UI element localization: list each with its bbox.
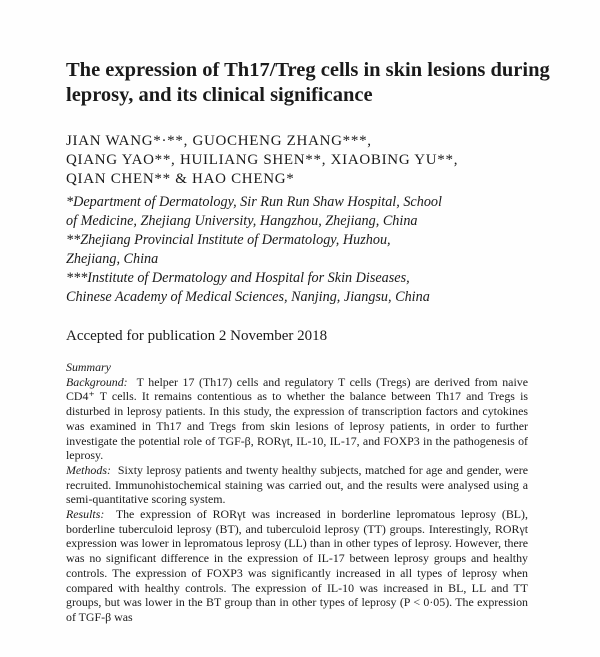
affiliation-line: **Zhejiang Provincial Institute of Dermatology, Huzhou, bbox=[66, 232, 391, 248]
paper-title: The expression of Th17/Treg cells in skin lesions during leprosy, and its clinical significance bbox=[66, 59, 550, 106]
author-list bbox=[66, 132, 586, 189]
background-text: T helper 17 (Th17) cells and regulatory T cells (Tregs) are derived from naive CD4⁺ T cells. It remains contentious as to whether the balance between Th17 and Tregs is disturbed in leprosy patients. In this study, the expression of transcription factors and cytokines was examined in Th17 and Tregs from skin lesions of leprosy patients, in order to further investigate the potential role of TGF-β, RORγt, IL-10, IL-17, and FOXP3 in the pathogenesis of leprosy. bbox=[66, 374, 528, 463]
affiliation-list bbox=[66, 193, 586, 307]
affiliation-line: Zhejiang, China bbox=[66, 251, 159, 267]
background-label: Background: bbox=[66, 374, 128, 389]
summary-heading: Summary bbox=[66, 360, 111, 374]
author-line: QIAN CHEN** & HAO CHENG* bbox=[66, 171, 295, 187]
methods-text: Sixty leprosy patients and twenty healthy subjects, matched for age and gender, were recruited. Immunohistochemical staining was carried out, and the results were analysed using a semi-quantitative scoring system. bbox=[66, 462, 528, 507]
accepted-date: Accepted for publication 2 November 2018 bbox=[66, 328, 328, 344]
results-paragraph bbox=[66, 507, 528, 625]
background-paragraph bbox=[66, 375, 528, 463]
author-line: QIANG YAO**, HUILIANG SHEN**, XIAOBING YU**, bbox=[66, 152, 459, 168]
affiliation-line: Chinese Academy of Medical Sciences, Nanjing, Jiangsu, China bbox=[66, 289, 430, 305]
summary-section bbox=[66, 360, 528, 625]
results-text: The expression of RORγt was increased in borderline lepromatous leprosy (BL), borderline tuberculoid leprosy (BT), and tuberculoid leprosy (TT) groups. Interestingly, RORγt expression was lower in lepromatous leprosy (LL) than in other types of leprosy. However, there was no significant difference in the expression of IL-17 between leprosy groups and healthy controls. The expression of FOXP3 was significantly increased in all types of leprosy when compared with healthy controls. The expression of IL-10 was increased in BL, LL and TT groups, but was lower in the BT group than in other types of leprosy (P < 0·05). The expression of TGF-β was bbox=[66, 507, 528, 624]
methods-label: Methods: bbox=[66, 462, 111, 477]
results-label: Results: bbox=[66, 507, 105, 522]
affiliation-line: ***Institute of Dermatology and Hospital for Skin Diseases, bbox=[66, 270, 410, 286]
methods-paragraph bbox=[66, 463, 528, 507]
author-line: JIAN WANG*·**, GUOCHENG ZHANG***, bbox=[66, 133, 372, 149]
affiliation-line: *Department of Dermatology, Sir Run Run Shaw Hospital, School bbox=[66, 194, 442, 210]
affiliation-line: of Medicine, Zhejiang University, Hangzhou, Zhejiang, China bbox=[66, 213, 418, 229]
